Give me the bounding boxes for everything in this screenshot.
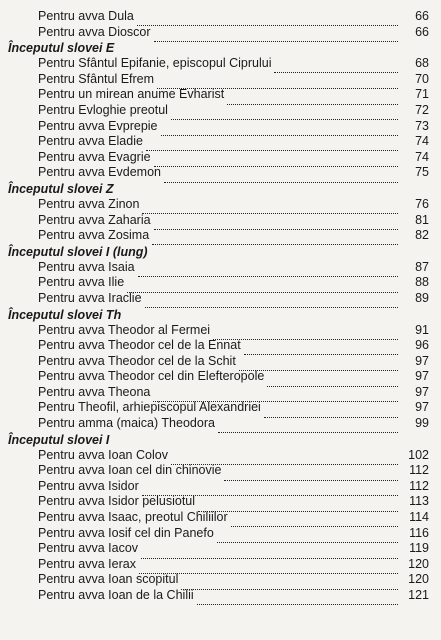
toc-entry[interactable]	[8, 557, 429, 573]
page-number: 112	[409, 478, 429, 493]
toc-entry[interactable]	[8, 119, 429, 135]
entry-title: Pentru Sfântul Epifanie, episcopul Ciprului	[38, 56, 272, 71]
entry-title: Pentru avva Ioan scopitul	[38, 572, 179, 587]
entry-title: Pentru avva Dula	[38, 9, 134, 23]
page-number: 120	[408, 572, 429, 587]
entry-title: Pentru avva Zaharia	[38, 212, 151, 227]
page-number: 97	[415, 369, 429, 384]
page-number: 116	[409, 525, 429, 540]
entry-title: Pentru avva Theodor cel de la Ennat	[38, 338, 241, 353]
entry-title: Pentru avva Theodor cel de la Schit	[38, 353, 236, 368]
section-heading: Începutul slovei I (lung)	[8, 244, 148, 259]
toc-entry[interactable]	[8, 87, 429, 103]
page-number: 82	[415, 228, 429, 243]
toc-entry[interactable]	[8, 134, 429, 150]
entry-title: Pentru avva Eladie	[38, 134, 143, 149]
entry-title: Pentru amma (maica) Theodora	[38, 416, 215, 431]
page-number: 89	[415, 290, 429, 305]
page-number: 121	[408, 588, 429, 602]
entry-title: Pentru un mirean anume Evharist	[38, 87, 225, 102]
entry-title: Pentru avva Isidor	[38, 478, 139, 493]
toc-entry[interactable]	[8, 275, 429, 291]
entry-title: Pentru avva Ioan cel din chinovie	[38, 463, 222, 478]
toc-entry[interactable]	[8, 400, 429, 416]
page-number: 97	[415, 384, 429, 399]
page-number: 72	[415, 102, 429, 117]
toc-entry[interactable]	[8, 228, 429, 244]
entry-title: Pentru avva Zinon	[38, 196, 140, 211]
page-number: 96	[415, 338, 429, 353]
toc-entry[interactable]	[8, 541, 429, 557]
page-number: 88	[415, 275, 429, 290]
page-number: 97	[415, 400, 429, 415]
page-number: 76	[415, 196, 429, 211]
toc-entry[interactable]	[8, 260, 429, 276]
page-number: 71	[415, 87, 429, 102]
section-heading: Începutul slovei E	[8, 41, 115, 56]
toc-entry[interactable]	[8, 323, 429, 339]
page-number: 74	[415, 134, 429, 149]
toc-entry[interactable]	[8, 479, 429, 495]
page-number: 102	[408, 447, 429, 462]
toc-entry[interactable]	[8, 510, 429, 526]
toc-entry[interactable]	[8, 165, 429, 181]
entry-title: Pentru avva Iacov	[38, 541, 139, 556]
entry-title: Pentru avva Isaia	[38, 259, 135, 274]
page-number: 97	[415, 353, 429, 368]
section-heading: Începutul slovei I	[8, 432, 110, 447]
toc-entry[interactable]	[8, 56, 429, 72]
page-number: 119	[409, 541, 429, 556]
page-number: 113	[409, 494, 429, 509]
toc-entry[interactable]	[8, 463, 429, 479]
entry-title: Pentru avva Evprepie	[38, 118, 158, 133]
toc-entry[interactable]	[8, 103, 429, 119]
entry-title: Pentru avva Isaac, preotul Chiliilor	[38, 510, 228, 525]
toc-entry[interactable]	[8, 572, 429, 588]
toc-entry[interactable]	[8, 448, 429, 464]
page-number: 73	[415, 118, 429, 133]
entry-title: Pentru avva Evagrie	[38, 149, 151, 164]
toc-entry[interactable]	[8, 526, 429, 542]
entry-title: Pentru avva Theodor al Fermei	[38, 322, 211, 337]
toc-entry[interactable]	[8, 385, 429, 401]
table-of-contents	[8, 9, 429, 604]
toc-entry[interactable]	[8, 25, 429, 41]
entry-title: Pentru avva Iraclie	[38, 290, 142, 305]
entry-title: Pentru avva Ioan Colov	[38, 447, 168, 462]
toc-entry[interactable]	[8, 338, 429, 354]
toc-entry[interactable]	[8, 197, 429, 213]
entry-title: Pentru avva Dioscor	[38, 24, 151, 39]
section-heading: Începutul slovei Th	[8, 307, 122, 322]
entry-title: Pentru avva Isidor pelusiotul	[38, 494, 196, 509]
entry-title: Pentru avva Iosif cel din Panefo	[38, 525, 214, 540]
page-number: 70	[415, 71, 429, 86]
toc-entry[interactable]	[8, 369, 429, 385]
page-number: 68	[415, 56, 429, 71]
page-number: 81	[415, 212, 429, 227]
entry-title: Pentru avva Zosima	[38, 228, 150, 243]
entry-title: Pentru avva Ioan de la Chilii	[38, 588, 194, 602]
page-number: 112	[409, 463, 429, 478]
entry-title: Pentru avva Ierax	[38, 556, 136, 571]
entry-title: Pentru avva Ilie	[38, 275, 125, 290]
page-number: 74	[415, 149, 429, 164]
page-number: 114	[409, 510, 429, 525]
page-number: 91	[415, 322, 429, 337]
entry-title: Pentru Evloghie preotul	[38, 102, 168, 117]
toc-entry[interactable]	[8, 588, 429, 604]
toc-entry[interactable]	[8, 72, 429, 88]
toc-entry[interactable]	[8, 354, 429, 370]
page-number: 120	[408, 556, 429, 571]
section-heading: Începutul slovei Z	[8, 181, 114, 196]
page-number: 66	[415, 9, 429, 23]
entry-title: Pentru Sfântul Efrem	[38, 71, 155, 86]
page-number: 99	[415, 416, 429, 431]
toc-entry[interactable]	[8, 213, 429, 229]
entry-title: Pentru avva Theona	[38, 384, 151, 399]
page-number: 75	[415, 165, 429, 180]
entry-title: Pentru Theofil, arhiepiscopul Alexandriei	[38, 400, 261, 415]
page-number: 87	[415, 259, 429, 274]
toc-entry[interactable]	[8, 416, 429, 432]
page-number: 66	[415, 24, 429, 39]
toc-entry[interactable]	[8, 291, 429, 307]
toc-entry[interactable]	[8, 494, 429, 510]
entry-title: Pentru avva Theodor cel din Elefteropole	[38, 369, 265, 384]
toc-entry[interactable]	[8, 150, 429, 166]
toc-entry[interactable]	[8, 9, 429, 25]
entry-title: Pentru avva Evdemon	[38, 165, 161, 180]
dot-leader	[197, 592, 398, 605]
